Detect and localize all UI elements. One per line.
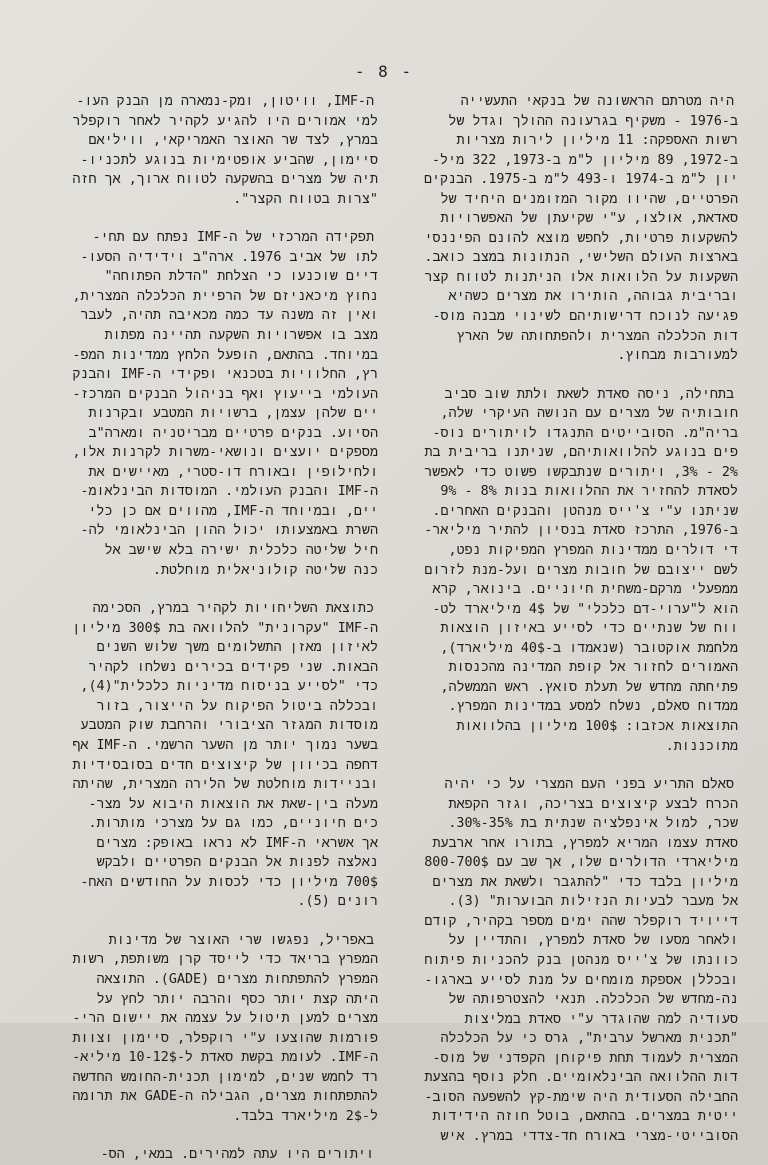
text-line: נאלצה לפנות אל הבנקים הפרטיים ולבקש [96,855,378,871]
text-line: ולחילופין ובאורח דו-סטרי, מאיישים את [88,464,378,480]
left-column [72,92,378,1165]
text-line: ובריבית גבוהה, הותירו את מצרים כשהיא [448,289,738,305]
text-line: השרת באמצעותו יכול ההון הבינלאומי לה- [80,523,378,539]
text-line: היה מטרתם הראשונה של בנקאי התעשייה [460,94,734,109]
text-line: יון ל"מ ב-1974 ו-493 ל"מ ב-1975. הבנקים [423,172,738,188]
text-line: החבילה הסעודית היה שימת-קץ להשפעה הסוב- [424,1089,738,1105]
text-line: מספקים יועצים ונושאי-משרות לקרנות אלו, [72,445,378,461]
paragraph [72,228,378,580]
text-line: הכרח לבצע קיצוצים בצריכה, וגזר הקפאת [448,796,738,812]
text-line: רשות האספקה: 11 מיליון לירות מצריות [456,133,738,149]
text-line: כדי "לסייע בניסוח מדיניות כלכלית"(4), [80,679,378,695]
text-line: במיוחד. בהתאם, הופעל הלחץ ממדינות המפ- [72,347,378,363]
text-line: העולמי בייעוץ ואף בניהול הבנקים המרכז- [72,386,378,402]
paragraph [392,92,738,366]
paragraph [392,385,738,756]
text-line: כתוצאת השליחויות לקהיר במרץ, הסכימה [92,601,374,617]
paragraph [72,92,378,209]
text-line: סאדת עצמו המריא למפרץ, בתורו אחר ארבעת [432,835,738,851]
text-line: למי אמורים היו להגיע לקהיר לאחר רוקפלר [72,113,378,129]
text-line: במרץ, לצד שר האוצר האמריקאי, וויליאם [88,133,378,149]
text-line: פגיעה לנוכח דרישותיהם לשינוי מבנה מוס- [432,309,738,325]
text-line: המפרץ בריאד כדי לייסד קרן משותפת, רשות [72,952,378,968]
text-line: סאדאת, אולצו, ע"י שקיעתן של האפשרויות [440,211,738,227]
text-line: הבאות. שני פקידים בכירים נשלחו לקהיר [88,659,378,675]
text-line: רץ, החלוויות בטכנאי ופקידי ה-IMF והבנק [72,367,378,383]
text-line: מוסדות המגזר הציבורי והרחבת שוק המטבע [80,718,378,734]
text-line: סאלם התריע בפני העם המצרי על כי יהיה [444,777,734,793]
text-line: כוונתו של צ'ייס מנהטן בנק להכניות פיתוח [424,952,738,968]
paragraph [72,599,378,912]
text-line: סיימון, שהביע אופטימיות בנוגע לתכניו- [80,152,378,168]
text-line: ל-2$ מיליארד בלבד. [233,1108,378,1124]
paragraph [72,931,378,1126]
text-line: רונים (5). [297,894,378,910]
text-line: לאיזון מאזן התשלומים משך שלוש השנים [96,640,378,656]
text-line: ייטית במצרים. בהתאם, בוטל חוזה הידידות [432,1109,738,1125]
text-line: ובניידות מוחלטת של הלירה המצרית, שהיתה [72,777,378,793]
text-line: אל מעבר לבעיות הנזילות הבוערות" (3). [448,894,738,910]
text-line: יים שלהן עצמן, ברשויות המטבע ובקרנות [88,406,378,422]
text-line: הסובייטי-מצרי באורח חד-צדדי במרץ. איש [440,1128,738,1144]
text-line: ווח של שנתיים כדי לסייע באיזון הוצאות [440,621,738,637]
paragraph [88,1145,378,1165]
page-number: - 8 - [354,62,414,81]
text-line: הפרטיים, שהיוו מקור המזומנים היחיד של [440,191,738,207]
text-line: ממפעלי מרקם-משחית חיוניים. בינואר, קרא [432,582,738,598]
text-line: להשקעות פרטיות, לחפש מוצא להונם הפיננסי [424,230,738,246]
text-line: חובותיה של מצרים עם הנושה העיקרי שלה, [440,406,738,422]
text-line: ובכללה ביטול הפיקוח על הייצור, בזור [96,698,378,714]
text-line: לתו של אביב 1976. ארה"ב וידידיה הסעו- [80,249,378,265]
text-line: מעלה בין-שאת את הוצאות היבוא על מצר- [88,796,378,812]
text-line: אך אשראי ה-IMF לא נראו באופק: מצרים [96,835,378,851]
right-column [392,92,738,1146]
text-line: בשער נמוך יותר מן השער הרשמי. ה-IMF אף [72,737,378,753]
text-line: היתה קצת יותר כסף והרבה יותר לחץ על [96,991,378,1007]
text-line: 700$ מיליון כדי לכסות על החודשים האח- [80,874,378,890]
text-line: למעורבות מבחוץ. [617,348,738,364]
text-line: ב-1972, 89 מיליון ל"מ ב-1973, 322 מיל- [431,152,738,168]
text-line: מצב בו אפשרויות השקעה תהיינה מפתות [104,328,378,344]
text-line: המפרץ להתפתחות מצרים (GADE). התוצאה [96,971,378,987]
text-line: ה-IMF. לעומת בקשת סאדת ל-12$-10 מיליא- [72,1050,378,1066]
text-line: סעודיה למה שהוגדר ע"י סאדת במליצות [464,1011,738,1027]
text-line: השקעות על הלוואות אלו הניתנות לטווח קצר [424,269,738,285]
text-line: די דולרים ממדינות המפרץ המפיקות נפט, [448,543,738,559]
text-line: בארצות העולם השלישי, הנתונות במצב כואב. [424,250,738,266]
text-line: ולאחר מסעו של סאדת למפרץ, והתדיין על [448,933,738,949]
text-line: המצרית לעמוד תחת פיקוחן הקפדני של מוס- [432,1050,738,1066]
text-line: נחוץ מיכאניזם של הרפיית הכלכלה המצרית, [72,288,378,304]
text-line: דות ההלוואה הבינלאומיים. חלק נוסף בהצעת [424,1070,738,1086]
text-line: ויתורים היו עתה למהירים. במאי, הס- [100,1147,374,1163]
text-line: בתחילה, ניסה סאדת לשאת ולתת שוב סביב [444,386,734,402]
text-line: להתפתחות מצרים, הגבילה ה-GADE את תרומה [72,1089,378,1105]
text-line: שניתנו ע"י צ'ייס מנהטן והבנקים האחרים. [432,503,738,519]
text-line: מצרים למען תיטול על עצמה את יישום הרי- [72,1011,378,1027]
text-line: באפריל, נפגשו שרי האוצר של מדינות [108,932,374,948]
text-line: תפקידה המרכזי של ה-IMF נפתח עם תחי- [92,230,374,246]
text-line: דות הכלכלה המצרית ולהפתחותה של הארץ [456,328,738,344]
text-line: "תכנית מארשל ערבית", גרס כי על הכלכלה [440,1031,738,1047]
text-line: דייויד רוקפלר שהה ימים מספר בקהיר, קודם [424,913,738,929]
text-line: כים חיוניים, כמו גם על מצרכי מותרות. [88,816,378,832]
text-line: נה-מחדש של הכלכלה. תנאי להצטרפותה של [448,992,738,1008]
text-line: פים בנוגע להלוואותיהם, שניתנו בריבית בת [424,445,738,461]
text-line: ובכללן אספקת מומחים על מנת לסייע בארגו- [424,972,738,988]
text-line: 2% - 3%, ויתורים שנתבקשו פשוט כדי לאפשר [424,464,738,480]
text-line: ה-IMF והבנק העולמי. המוסדות הבינלאומ- [80,484,378,500]
text-line: בריה"מ. הסובייטים התנגדו לויתורים נוס- [432,425,738,441]
paragraph [392,775,738,1146]
text-line: חיל שליטה כלכלית ישירה בלא שישב אל [104,543,378,559]
text-line: ב-1976 - משקיף בגרעונה ההולך וגדל של [448,113,738,129]
text-line: ב-1976, התרכז סאדת בנסיון להתיר מיליאר- [424,523,738,539]
text-line: ה-IMF "עקרונית" להלוואה בת 300$ מיליון [72,620,378,636]
text-line: לשם ייצובם של חובות מצרים ועל-מנת לזרום [424,562,738,578]
text-line: פורמות שהוצעו ע"י רוקפלר, סיימון וצוות [72,1030,378,1046]
text-line: שכר, למול אינפלציה שנתית בת 35%-30%. [448,816,738,832]
text-line: מלחמת אוקטובר (שנאמדו ב-40$ מיליארד), [440,640,738,656]
text-line: כנה שליטה קולוניאלית מוחלטת. [152,562,378,578]
text-line: מיליון בלבד כדי "להתגבר ולשאת את מצרים [432,874,738,890]
text-line: דיים שוכנעו כי הצלחת "הדלת הפתוחה" [104,269,378,285]
text-line: תיה של מצרים בהשקעה לטווח ארוך, אך חזה [72,172,378,188]
text-line: מיליארדי הדולרים שלו, אך שב עם 800-700$ [424,855,738,871]
text-line: לסאדת להחזיר את ההלוואות בנות 8% - 9% [440,484,738,500]
text-line: ואין זה משנה עד כמה מכאיבה תהיה, לעבר [80,308,378,324]
text-line: הוא ל"ערוי-דם כלכלי" של 4$ מיליארד לט- [432,601,738,617]
text-line: ממדוח סאלם, נשלח למסע במדינות המפרץ. [448,699,738,715]
text-line: פתיחתה מחדש של תעלת סואץ. ראש הממשלה, [440,679,738,695]
text-line: דחפה בכיוון של קיצוצים חדים בסובסידיות [72,757,378,773]
text-line: ה-IMF, וויטון, ומק-נמארה מן הבנק העו- [76,94,374,109]
text-line: "צרות בטווח הקצר". [233,191,378,207]
text-line: הסיוע. בנקים פרטיים מבריטניה ומארה"ב [88,425,378,441]
text-line: התוצאות אכזבו: 100$ מיליון בהלוואות [456,718,738,734]
text-line: האמורים לחזור אל קופת המדינה מהכנסות [448,660,738,676]
text-line: מתוכננות. [665,738,738,754]
text-line: יים, ובמיוחד ה-IMF, מהווים אם כן כלי [88,503,378,519]
text-line: רד לחמש שנים, למימון תכנית-החומש החדשה [72,1069,378,1085]
